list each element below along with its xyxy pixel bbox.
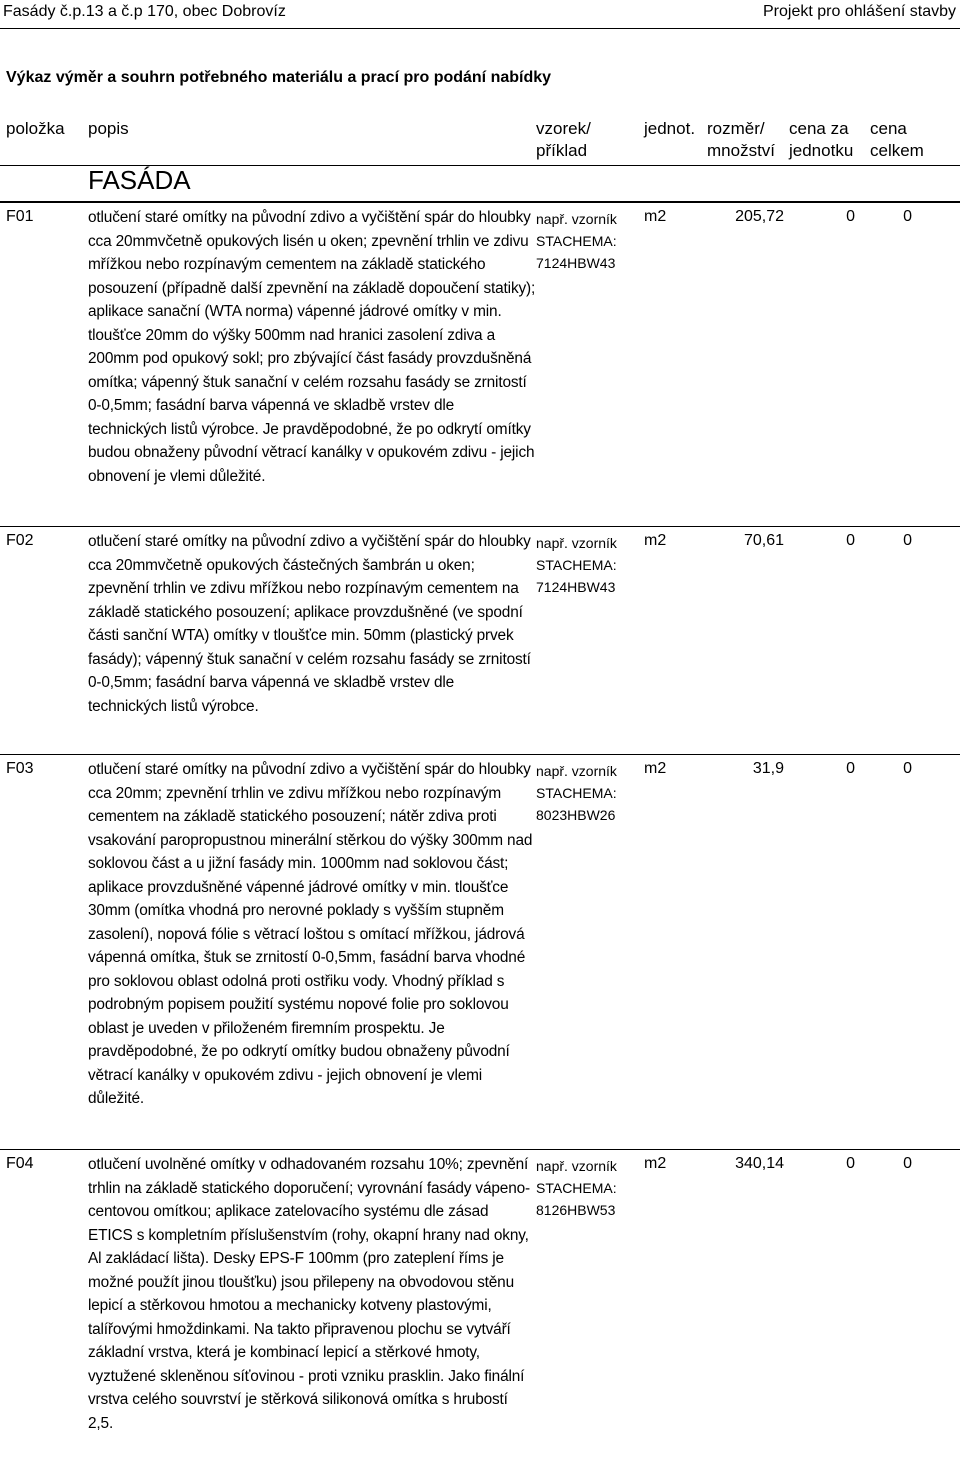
item-unit-price: 0 — [846, 532, 855, 549]
header-left: Fasády č.p.13 a č.p 170, obec Dobrovíz — [3, 3, 286, 20]
table-row — [0, 1149, 960, 1474]
item-unit-price: 0 — [846, 760, 855, 777]
item-description: otlučení staré omítky na původní zdivo a vyčištění spár do hloubky cca 20mm; zpevnění trhlin ve zdivu mřížkou nebo rozpínavým cementem na základě statického posouzení; nátěr zdiva proti vsakování paropropustnou minerální stěrkou do výšky 300mm nad soklovou část a u jižní fasády min. 1000mm nad soklovou část; aplikace provzdušněné vápenné jádrové omítky v min. tloušťce 30mm (omítka vhodná pro nerovné poklady s vyšším stupněm zasolení), nopová fólie s větrací loštou s omítací mřížkou, jádrová vápenná omítka, štuk se zrnitostí 0-0,5mm, fasádní barva vhodné pro soklovou oblast odolná proti ostřiku vody. Vhodný příklad s podrobným popisem použití systému nopové folie pro soklovou oblast je uveden v přiloženém firemním prospektu. Je pravděpodobné, že po odkrytí omítky budou obnaženy původní větrací kanálky v opukovém zdivu - jejich obnovení je vlemi důležité. — [88, 761, 533, 1107]
item-unit: m2 — [644, 1155, 667, 1172]
col-header-unit: jednot. — [644, 119, 696, 138]
item-description: otlučení uvolněné omítky v odhadovaném rozsahu 10%; zpevnění trhlin na základě statického doporučení; vyrovnání fasády vápeno-centovou omítkou; aplikace zatelovacího systému dle zásad ETICS s kompletním příslušenstvím (rohy, okapní hrany nad okny, Al zakládací lišta). Desky EPS-F 100mm (pro zateplení říms je možné použít jinou tloušťku) jsou přilepeny na obvodovou stěnu lepicí a stěrkovou hmotou a mechanicky kotveny plastovými, talířovými hmoždinkami. Na takto připravenou plochu se vytváří základní vrstva, která je kombinací lepicí a stěrkové hmoty, vyztužené skleněnou síťovinou - proti vzniku prasklin. Jako finální vrstva celého souvrství je stěrková silikonová omítka s hrubostí 2,5. — [88, 1156, 530, 1432]
item-sample: např. vzorník STACHEMA: 7124HBW43 — [536, 535, 617, 595]
section-title: FASÁDA — [88, 165, 191, 195]
header-right: Projekt pro ohlášení stavby — [763, 3, 956, 20]
item-total: 0 — [903, 208, 912, 225]
item-unit: m2 — [644, 532, 667, 549]
item-total: 0 — [903, 760, 912, 777]
item-quantity: 205,72 — [735, 208, 784, 225]
col-header-unit-price: cena za jednotku — [789, 119, 854, 160]
item-id: F03 — [6, 760, 34, 777]
table-row — [0, 202, 960, 522]
item-quantity: 340,14 — [735, 1155, 784, 1172]
item-sample: např. vzorník STACHEMA: 7124HBW43 — [536, 211, 617, 271]
col-header-total: cena celkem — [870, 119, 924, 160]
item-total: 0 — [903, 1155, 912, 1172]
table-row — [0, 526, 960, 749]
item-quantity: 31,9 — [752, 760, 784, 777]
col-header-qty: rozměr/ množství — [707, 119, 776, 160]
item-unit: m2 — [644, 208, 667, 225]
item-id: F01 — [6, 208, 34, 225]
table-row — [0, 754, 960, 1145]
item-description: otlučení staré omítky na původní zdivo a vyčištění spár do hloubky cca 20mmvčetně opukových lisén u oken; zpevnění trhlin ve zdivu mřížkou nebo rozpínavým cementem na základě statického posouzení (případně další zpevnění na základě dopoučení statiky); aplikace sanační (WTA norma) vápenné jádrové omítky v min. tloušťce 20mm do výšky 500mm nad hranici zasolení zdiva a 200mm pod opukový sokl; pro zbývající část fasády provzdušněná omítka; vápenný štuk sanační v celém rozsahu fasády se zrnitostí 0-0,5mm; fasádní barva vápenná ve skladbě vrstev dle technických listů výrobce. Je pravděpodobné, že po odkrytí omítky budou obnaženy původní větrací kanálky v opukovém zdivu - jejich obnovení je vlemi důležité. — [88, 209, 536, 485]
item-sample: např. vzorník STACHEMA: 8023HBW26 — [536, 763, 617, 823]
page-header — [0, 0, 960, 26]
document-title: Výkaz výměr a souhrn potřebného materiálu a prací pro podání nabídky — [6, 69, 552, 86]
col-header-desc: popis — [88, 119, 129, 138]
item-unit-price: 0 — [846, 208, 855, 225]
item-total: 0 — [903, 532, 912, 549]
item-id: F02 — [6, 532, 34, 549]
item-unit: m2 — [644, 760, 667, 777]
item-quantity: 70,61 — [743, 532, 784, 549]
item-unit-price: 0 — [846, 1155, 855, 1172]
header-rule — [0, 28, 960, 29]
item-sample: např. vzorník STACHEMA: 8126HBW53 — [536, 1158, 617, 1218]
item-description: otlučení staré omítky na původní zdivo a vyčištění spár do hloubky cca 20mmvčetně opukových částečných šambrán u oken; zpevnění trhlin ve zdivu mřížkou nebo rozpínavým cementem na základě statického posouzení; aplikace provzdušněné (ve spodní části sanční WTA) omítky v tloušťce min. 50mm (plastický prvek fasády); vápenný štuk sanační v celém rozsahu fasády se zrnitostí 0-0,5mm; fasádní barva vápenná ve skladbě vrstev dle technických listů výrobce. — [88, 533, 531, 715]
col-header-item: položka — [6, 119, 65, 138]
item-id: F04 — [6, 1155, 34, 1172]
col-header-sample: vzorek/ příklad — [536, 119, 591, 160]
